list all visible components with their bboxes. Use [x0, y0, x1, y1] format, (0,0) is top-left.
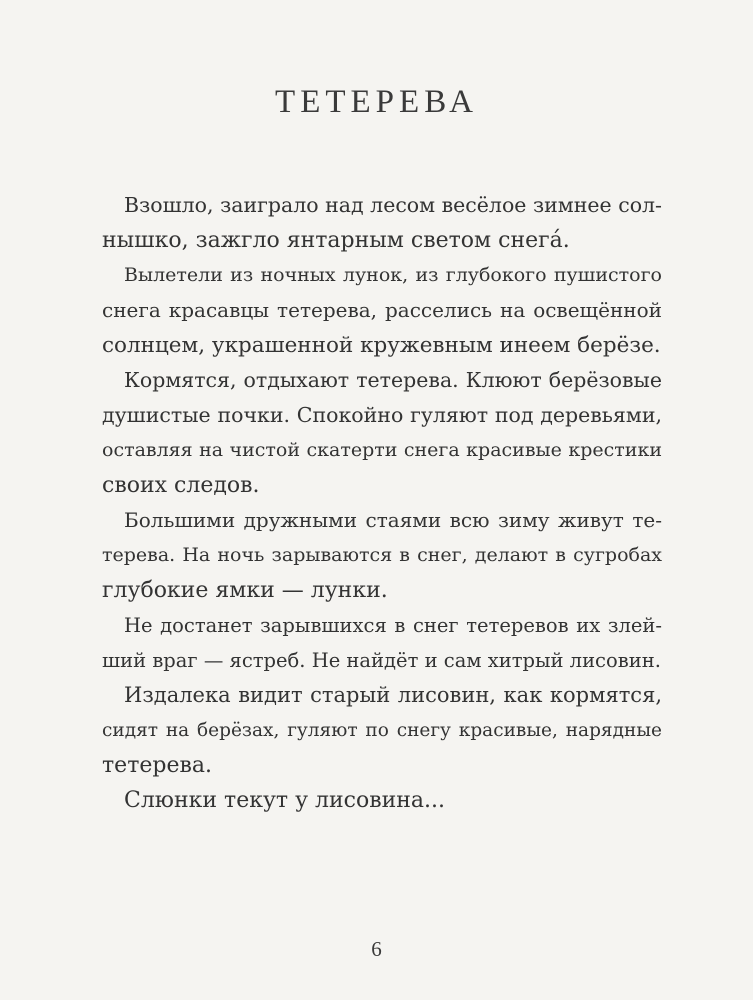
text-line: нышко, зажгло янтарным светом снега́.: [102, 228, 570, 253]
text-line: Вылетели из ночных лунок, из глубокого пушистого: [124, 264, 662, 286]
page-number: 6: [371, 937, 382, 961]
text-line: Большими дружными стаями всю зиму живут те-: [124, 508, 662, 532]
text-line: глубокие ямки — лунки.: [102, 578, 388, 603]
text-line: солнцем, украшенной кружевным инеем берёзе.: [102, 333, 661, 358]
text-line: снега красавцы тетерева, расселись на освещённой: [102, 298, 662, 322]
text-line: Не достанет зарывшихся в снег тетеревов их злей-: [124, 614, 662, 637]
text-line: терева. На ночь зарываются в снег, делают в сугробах: [102, 544, 662, 566]
text-line: Слюнки текут у лисовина...: [124, 788, 446, 813]
story-text: [102, 188, 662, 818]
text-line: Взошло, заиграло над лесом весёлое зимнее сол-: [124, 193, 662, 217]
text-line: тетерева.: [102, 753, 212, 778]
text-line: Кормятся, отдыхают тетерева. Клюют берёзовые: [124, 368, 662, 392]
chapter-title: ТЕТЕРЕВА: [275, 84, 478, 120]
text-line: душистые почки. Спокойно гуляют под деревьями,: [102, 403, 662, 427]
text-line: своих следов.: [102, 473, 260, 498]
text-line: ший враг — ястреб. Не найдёт и сам хитрый лисовин.: [102, 649, 661, 672]
text-line: оставляя на чистой скатерти снега красивые крестики: [102, 439, 662, 461]
text-line: Издалека видит старый лисовин, как кормятся,: [124, 683, 662, 707]
text-line: сидят на берёзах, гуляют по снегу красивые, нарядные: [102, 720, 662, 741]
